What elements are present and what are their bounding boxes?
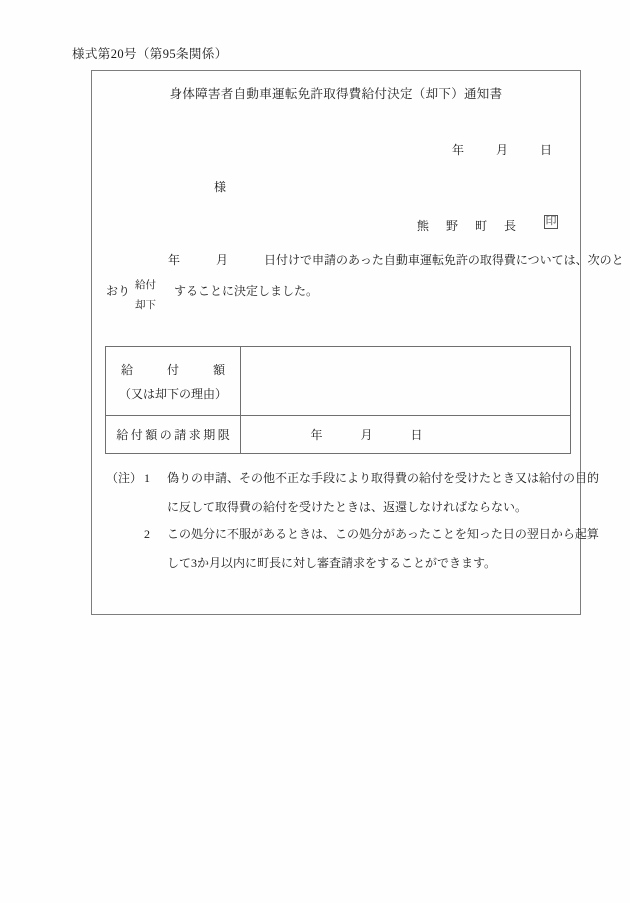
- claim-deadline-year-label: 年: [310, 428, 323, 442]
- body-paragraph-line-1-text: 日付けで申請のあった自動車運転免許の取得費については、次のと: [264, 253, 624, 267]
- seal-icon: 印: [545, 215, 557, 227]
- note-item-2-number: 2: [144, 527, 150, 541]
- document-frame: [91, 70, 624, 615]
- body-paragraph: [106, 251, 624, 311]
- notes-marker: （注）: [106, 471, 143, 485]
- decision-choice-grant: 給付: [135, 279, 157, 291]
- note-item-1-line-1: 偽りの申請、その他不正な手段により取得費の給付を受けたとき又は給付の目的: [167, 471, 600, 485]
- note-item-1-line-2: に反して取得費の給付を受けたときは、返還しなければならない。: [167, 500, 528, 514]
- note-item-2-line-2: して3か月以内に町長に対し審査請求をすることができます。: [167, 556, 497, 570]
- body-paragraph-line-1: [106, 251, 624, 270]
- grant-amount-label-cell: [106, 347, 241, 416]
- note-item-2: [106, 525, 599, 572]
- decision-choice-reject: 却下: [135, 299, 157, 311]
- grant-amount-label-line-2: （又は却下の理由）: [118, 386, 227, 401]
- note-item-1-number: 1: [144, 471, 150, 485]
- note-item-2-line-1: この処分に不服があるときは、この処分があったことを知った日の翌日から起算: [167, 527, 599, 541]
- note-item-2-first-row: [106, 525, 599, 543]
- body-line-2-suffix: することに決定しました。: [174, 283, 319, 298]
- claim-deadline-month-label: 月: [360, 428, 373, 442]
- document-title: 身体障害者自動車運転免許取得費給付決定（却下）通知書: [169, 87, 503, 101]
- claim-deadline-day-label: 日: [410, 428, 423, 442]
- issue-date-year-label: 年: [451, 143, 464, 157]
- grant-amount-label-line-1: 給 付 額: [120, 362, 236, 377]
- application-date-year-label: 年: [168, 253, 181, 267]
- addressee-honorific: 様: [214, 180, 227, 194]
- claim-deadline-label-cell: 給付額の請求期限: [106, 416, 241, 454]
- body-paragraph-line-2: [106, 279, 570, 311]
- notes-section: [106, 469, 600, 581]
- table-row: [106, 347, 571, 416]
- application-date-month-label: 月: [216, 253, 229, 267]
- claim-deadline-value-cell[interactable]: [241, 416, 571, 454]
- body-line-2-prefix: おり: [106, 283, 131, 298]
- table-row: [106, 416, 571, 454]
- issuer-line: [417, 215, 558, 234]
- issuer-name: 熊 野 町 長: [416, 219, 523, 233]
- issue-date-day-label: 日: [539, 143, 552, 157]
- note-item-1: [106, 469, 600, 516]
- grant-amount-value-cell[interactable]: [241, 347, 571, 416]
- form-number: 様式第20号（第95条関係）: [72, 47, 228, 61]
- note-item-1-first-row: [106, 469, 600, 487]
- issue-date-month-label: 月: [495, 143, 508, 157]
- issue-date-line: [452, 141, 552, 158]
- decision-table: [105, 346, 571, 454]
